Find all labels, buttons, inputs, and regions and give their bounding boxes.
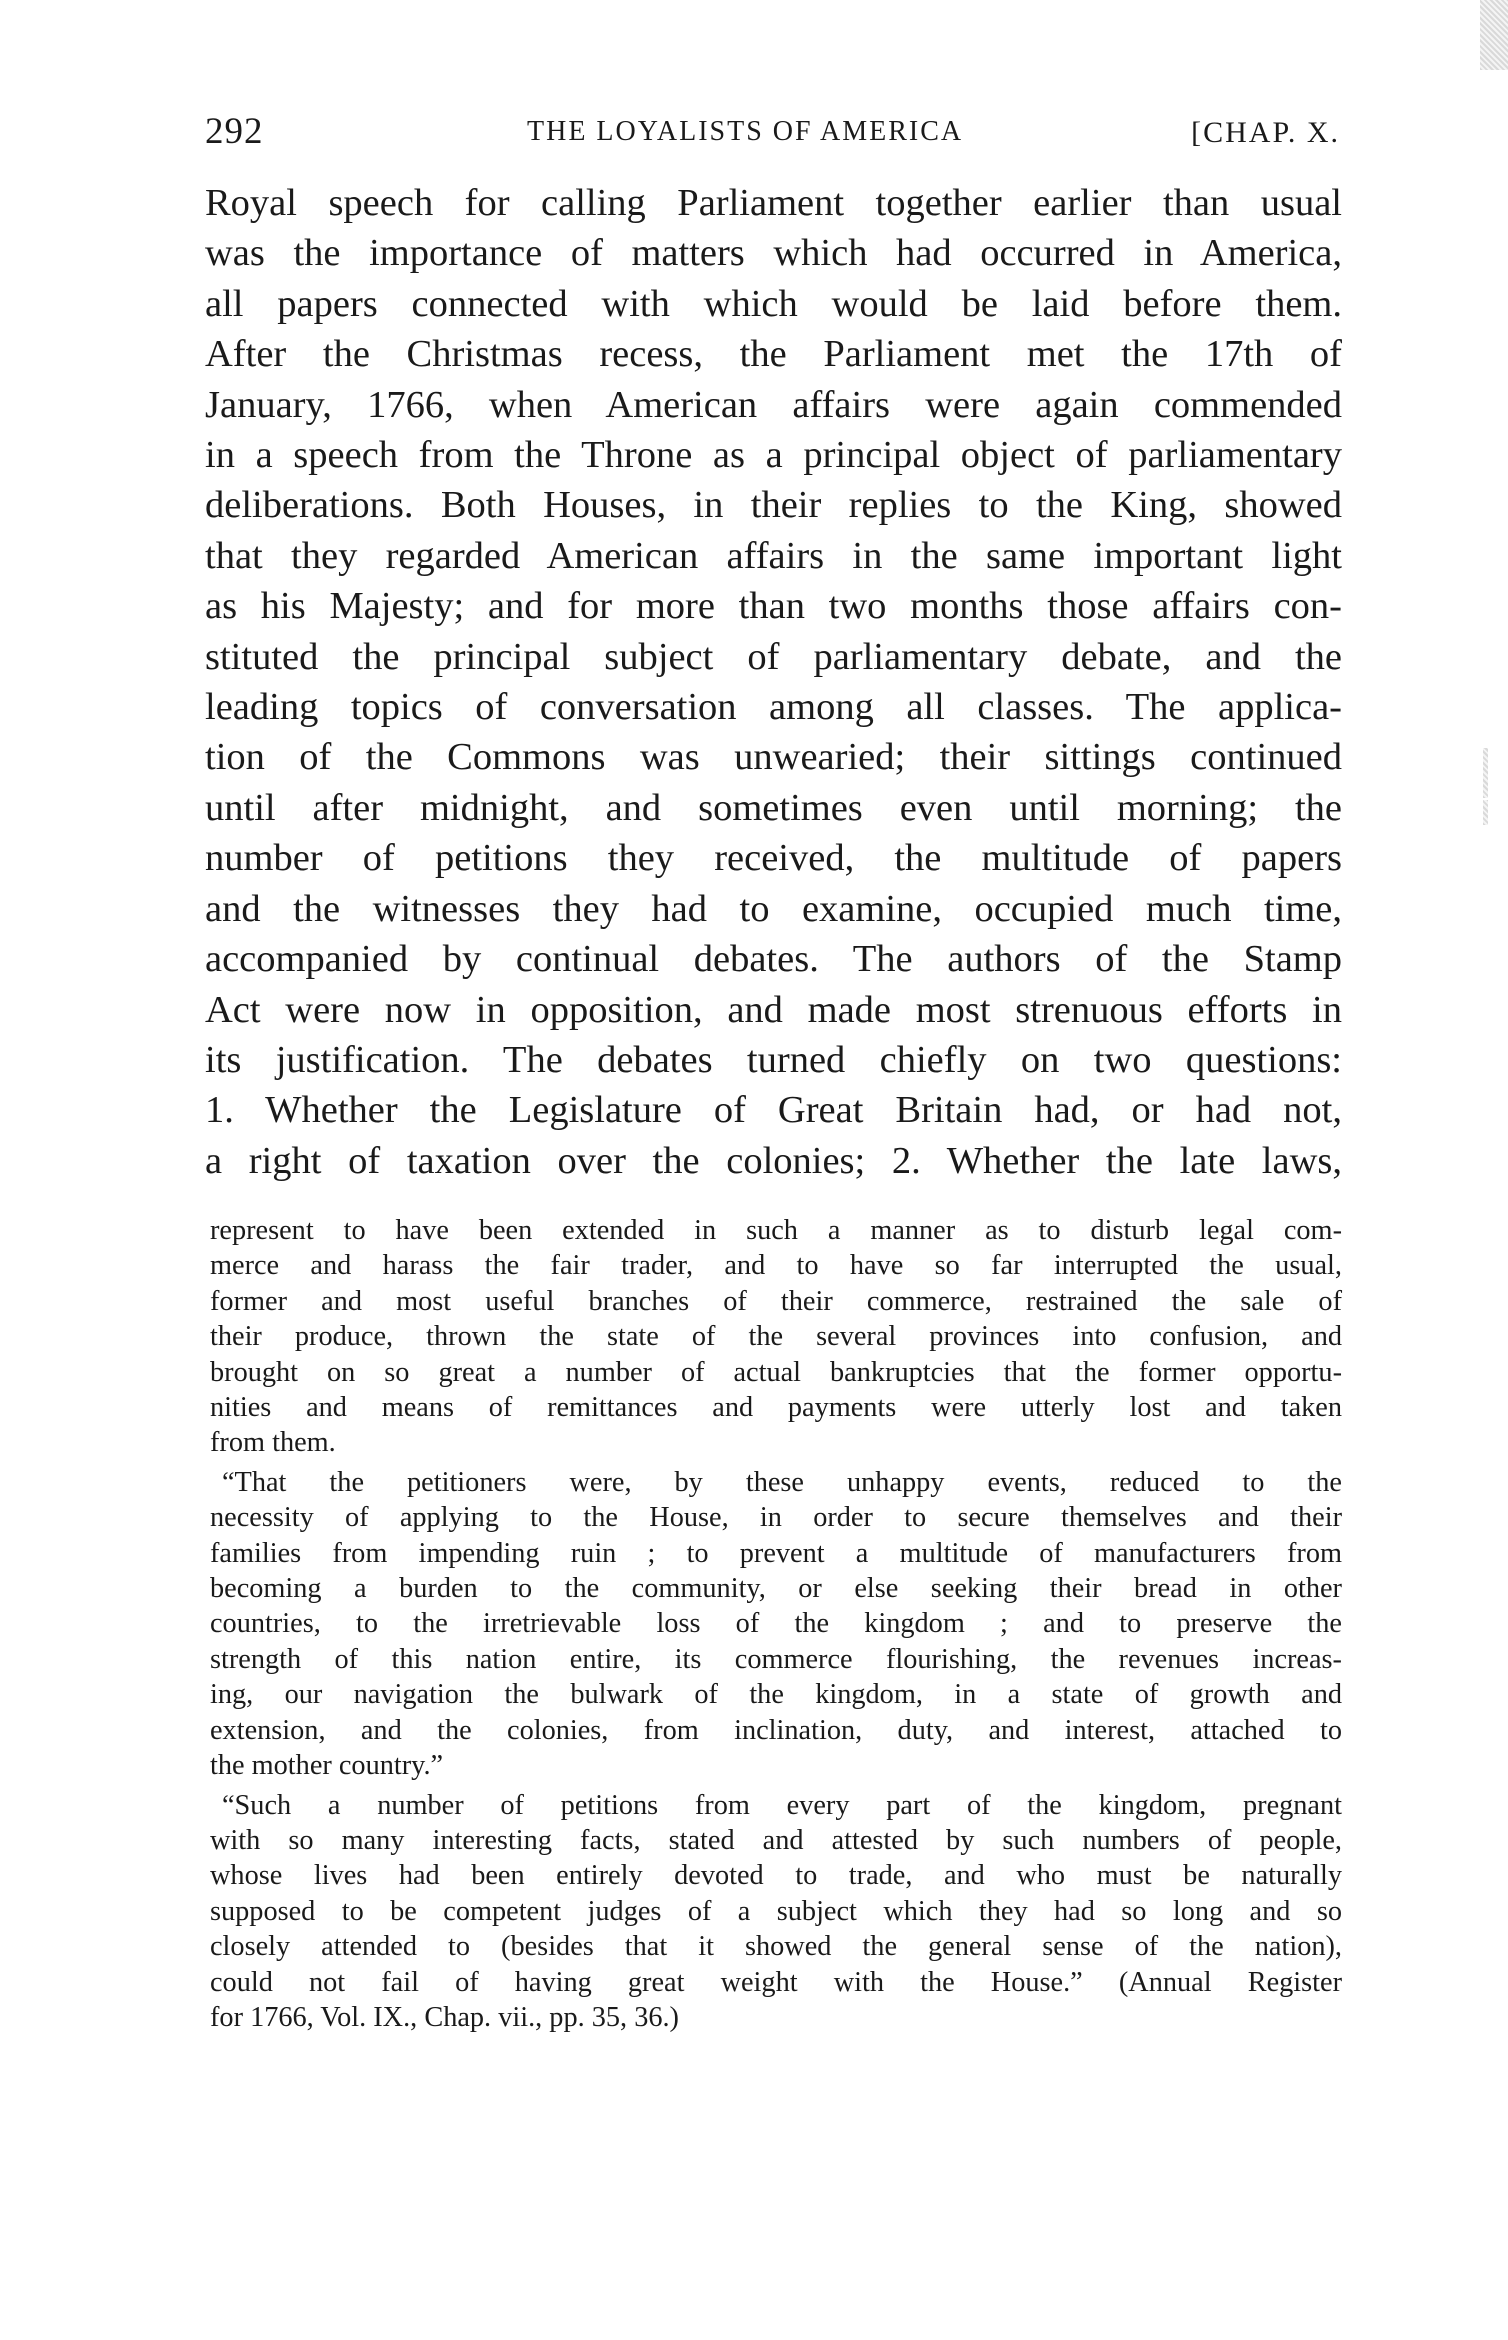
text-line: as his Majesty; and for more than two months those affairs con- bbox=[205, 585, 1342, 628]
running-header bbox=[205, 110, 1345, 160]
footnote-line: “Such a number of petitions from every part of the kingdom, pregnant bbox=[222, 1789, 1342, 1821]
footnote-line: could not fail of having great weight with the House.” (Annual Register bbox=[210, 1966, 1342, 1998]
text-line: was the importance of matters which had occurred in America, bbox=[205, 232, 1342, 275]
footnote-line: families from impending ruin ; to prevent a multitude of manufacturers from bbox=[210, 1537, 1342, 1569]
footnote-line: their produce, thrown the state of the several provinces into confusion, and bbox=[210, 1321, 1342, 1353]
footnote-line: former and most useful branches of their commerce, restrained the sale of bbox=[210, 1285, 1342, 1317]
text-line: until after midnight, and sometimes even until morning; the bbox=[205, 786, 1342, 829]
footnote-quote bbox=[210, 1465, 1342, 1784]
text-line: its justification. The debates turned chiefly on two questions: bbox=[205, 1038, 1342, 1081]
footnote-line: supposed to be competent judges of a subject which they had so long and so bbox=[210, 1895, 1342, 1927]
text-line: January, 1766, when American affairs were again commended bbox=[205, 383, 1342, 426]
text-line: that they regarded American affairs in the same important light bbox=[205, 534, 1342, 577]
footnote-line: closely attended to (besides that it showed the general sense of the nation), bbox=[210, 1931, 1342, 1963]
chapter-label: [CHAP. X. bbox=[1191, 116, 1340, 149]
footnote-line: becoming a burden to the community, or else seeking their bread in other bbox=[210, 1573, 1342, 1605]
footnote-line: strength of this nation entire, its commerce flourishing, the revenues increas- bbox=[210, 1643, 1342, 1675]
running-title: THE LOYALISTS OF AMERICA bbox=[527, 116, 964, 147]
page-number: 292 bbox=[205, 111, 264, 152]
footnote-line: brought on so great a number of actual bankruptcies that the former opportu- bbox=[210, 1356, 1342, 1388]
text-line: tion of the Commons was unwearied; their sittings continued bbox=[205, 736, 1342, 779]
text-line: 1. Whether the Legislature of Great Britain had, or had not, bbox=[205, 1089, 1342, 1132]
footnote-line: whose lives had been entirely devoted to trade, and who must be naturally bbox=[210, 1860, 1342, 1892]
footnote-quote bbox=[210, 1788, 1342, 2036]
footnote-line: necessity of applying to the House, in order to secure themselves and their bbox=[210, 1502, 1342, 1534]
footnote-paragraph bbox=[210, 1213, 1342, 1461]
text-line: Royal speech for calling Parliament together earlier than usual bbox=[205, 182, 1342, 224]
main-text bbox=[205, 178, 1342, 1186]
footnote-line: nities and means of remittances and payments were utterly lost and taken bbox=[210, 1392, 1342, 1424]
text-line: After the Christmas recess, the Parliament met the 17th of bbox=[205, 333, 1342, 376]
footnote-line: with so many interesting facts, stated and attested by such numbers of people, bbox=[210, 1824, 1342, 1856]
text-line: leading topics of conversation among all classes. The applica- bbox=[205, 686, 1342, 729]
text-line: deliberations. Both Houses, in their replies to the King, showed bbox=[205, 484, 1342, 527]
footnote-line: for 1766, Vol. IX., Chap. vii., pp. 35, 36.) bbox=[210, 2001, 679, 2033]
footnote-line: from them. bbox=[210, 1427, 336, 1459]
footnote-line: represent to have been extended in such a manner as to disturb legal com- bbox=[210, 1215, 1342, 1246]
text-line: number of petitions they received, the multitude of papers bbox=[205, 837, 1342, 880]
scan-artifact bbox=[1480, 0, 1508, 70]
text-line: all papers connected with which would be laid before them. bbox=[205, 282, 1342, 325]
footnotes bbox=[210, 1213, 1342, 2035]
footnote-line: “That the petitioners were, by these unhappy events, reduced to the bbox=[222, 1466, 1342, 1498]
scan-artifact bbox=[1483, 748, 1488, 798]
footnote-line: countries, to the irretrievable loss of the kingdom ; and to preserve the bbox=[210, 1608, 1342, 1640]
footnote-line: extension, and the colonies, from inclination, duty, and interest, attached to bbox=[210, 1714, 1342, 1746]
text-line: and the witnesses they had to examine, occupied much time, bbox=[205, 887, 1342, 930]
footnote-line: ing, our navigation the bulwark of the kingdom, in a state of growth and bbox=[210, 1679, 1342, 1711]
footnote-line: the mother country.” bbox=[210, 1750, 444, 1782]
text-line: in a speech from the Throne as a principal object of parliamentary bbox=[205, 434, 1342, 477]
text-line: accompanied by continual debates. The authors of the Stamp bbox=[205, 938, 1342, 981]
scan-artifact bbox=[1483, 800, 1488, 825]
footnote-line: merce and harass the fair trader, and to have so far interrupted the usual, bbox=[210, 1250, 1342, 1282]
text-line: a right of taxation over the colonies; 2. Whether the late laws, bbox=[205, 1139, 1342, 1182]
text-line: Act were now in opposition, and made most strenuous efforts in bbox=[205, 988, 1342, 1031]
text-line: stituted the principal subject of parliamentary debate, and the bbox=[205, 635, 1342, 678]
